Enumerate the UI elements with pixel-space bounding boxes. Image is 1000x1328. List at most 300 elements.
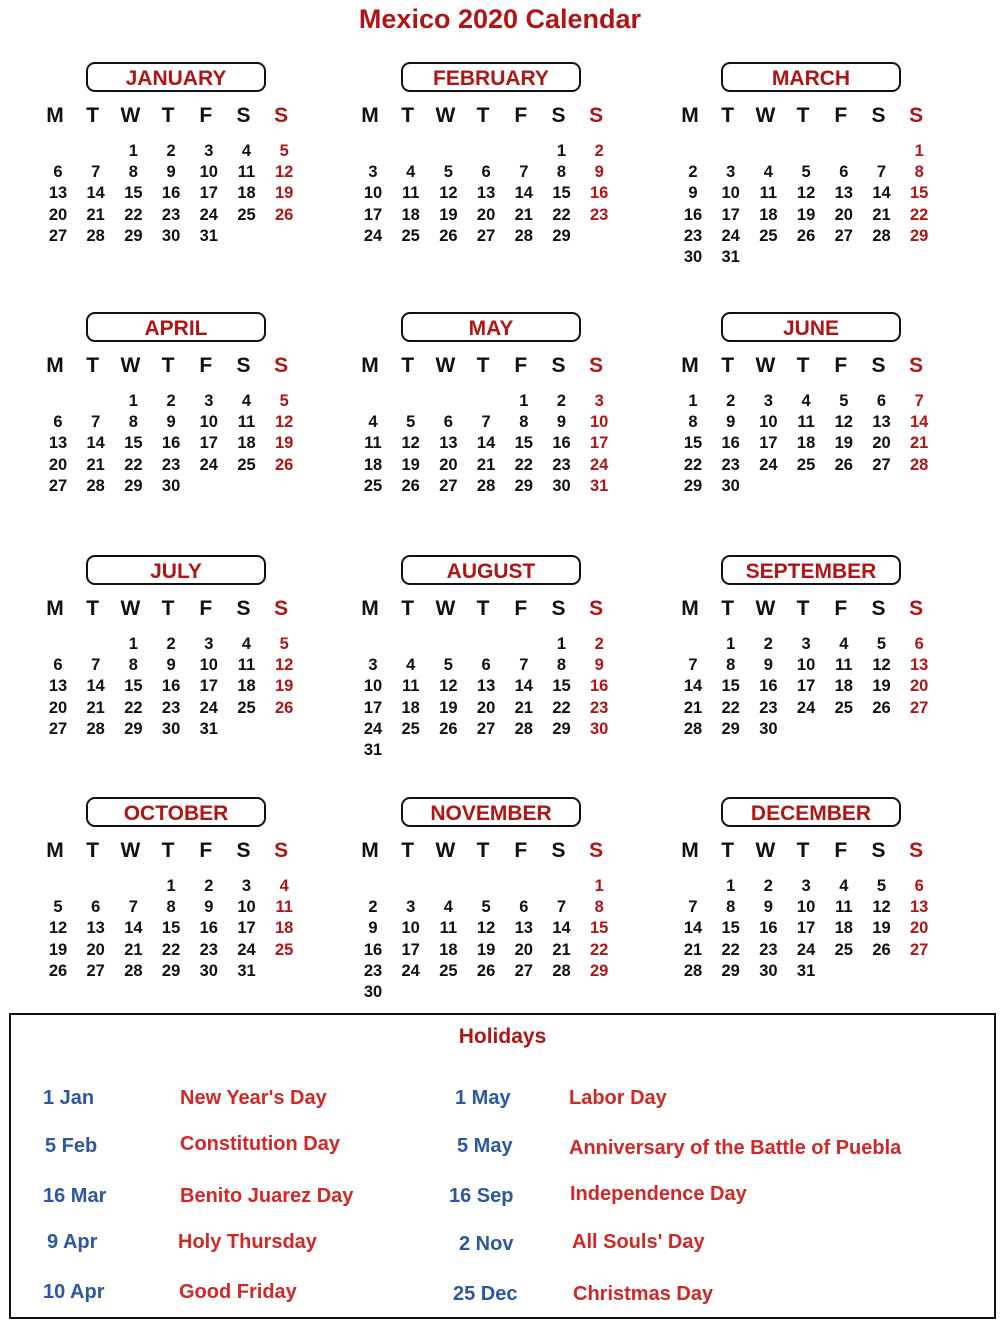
calendar-day: 19 [275, 184, 294, 203]
calendar-day: 21 [514, 698, 533, 717]
month-header: APRIL [86, 312, 266, 342]
weekday-label: F [834, 839, 848, 862]
calendar-day: 29 [910, 226, 929, 245]
holiday-name: All Souls' Day [572, 1231, 705, 1253]
calendar-day: 8 [726, 656, 736, 675]
calendar-day: 16 [590, 677, 609, 696]
month-header: JULY [86, 555, 266, 585]
weekday-label: S [551, 597, 566, 620]
calendar-day: 30 [759, 961, 778, 980]
weekday-label: T [721, 597, 735, 620]
calendar-day: 1 [556, 635, 567, 653]
calendar-day: 10 [363, 677, 383, 696]
calendar-day: 24 [199, 698, 218, 717]
calendar-day: 9 [763, 898, 773, 917]
month-header: MAY [401, 312, 581, 342]
month-header: OCTOBER [86, 797, 266, 827]
calendar-day: 21 [476, 455, 496, 474]
calendar-day: 8 [594, 898, 604, 917]
calendar-day: 25 [237, 205, 256, 224]
weekday-label: T [401, 839, 415, 862]
calendar-day: 18 [401, 205, 420, 224]
calendar-day: 23 [759, 698, 778, 717]
calendar-day: 30 [363, 983, 383, 1001]
calendar-day: 5 [279, 392, 289, 410]
calendar-day: 2 [166, 392, 176, 410]
weekday-label: S [871, 354, 886, 377]
weekday-label: S [236, 354, 251, 377]
calendar-day: 20 [514, 940, 533, 959]
calendar-day: 22 [721, 940, 740, 959]
holiday-date: 5 May [457, 1135, 513, 1157]
holiday-date: 10 Apr [43, 1281, 105, 1303]
calendar-day: 22 [590, 940, 609, 959]
calendar-day: 17 [199, 677, 218, 696]
calendar-day: 27 [439, 476, 458, 495]
calendar-day: 15 [721, 677, 740, 696]
weekday-label: S [871, 104, 886, 127]
holiday-date: 9 Apr [47, 1231, 98, 1253]
calendar-day: 27 [48, 476, 68, 495]
calendar-day: 12 [872, 898, 891, 917]
calendar-day: 16 [552, 434, 571, 453]
calendar-day: 21 [514, 205, 533, 224]
calendar-day: 16 [161, 434, 181, 453]
weekday-label: M [681, 104, 699, 127]
calendar-day: 4 [443, 898, 453, 917]
calendar-day: 25 [796, 455, 816, 474]
calendar-day: 20 [48, 698, 68, 717]
calendar-day: 7 [481, 413, 491, 432]
calendar-day: 28 [476, 476, 496, 495]
weekday-label: M [681, 597, 699, 620]
weekday-label: M [361, 354, 379, 377]
calendar-day: 23 [552, 455, 571, 474]
calendar-day: 19 [48, 940, 68, 959]
weekday-label: F [199, 354, 213, 377]
calendar-day: 10 [199, 163, 218, 182]
weekday-label: S [274, 839, 289, 862]
calendar-day: 31 [721, 248, 740, 266]
month-header: MARCH [721, 62, 901, 92]
holidays-panel [9, 1013, 996, 1319]
calendar-day: 11 [835, 898, 853, 917]
weekday-label: S [236, 104, 251, 127]
holiday-name: Christmas Day [573, 1283, 714, 1305]
calendar-day: 2 [166, 142, 176, 160]
calendar-day: 5 [53, 898, 63, 917]
weekday-label: F [514, 597, 528, 620]
weekday-label: W [120, 597, 141, 620]
weekday-label: M [46, 597, 64, 620]
calendar-day: 25 [834, 698, 853, 717]
calendar-day: 14 [86, 184, 105, 203]
weekday-label: S [871, 839, 886, 862]
calendar-day: 5 [443, 163, 453, 182]
calendar-day: 16 [759, 919, 778, 938]
calendar-day: 19 [275, 677, 294, 696]
calendar-day: 25 [275, 940, 294, 959]
calendar-day: 3 [204, 142, 214, 160]
calendar-day: 29 [124, 476, 143, 495]
calendar-day: 19 [796, 205, 816, 224]
calendar-day: 30 [199, 961, 218, 980]
calendar-day: 14 [552, 919, 571, 938]
month-march [675, 62, 935, 292]
weekday-label: T [161, 597, 175, 620]
calendar-day: 8 [519, 413, 529, 432]
calendar-day: 1 [726, 635, 736, 653]
calendar-day: 8 [726, 898, 736, 917]
holiday-date: 1 May [455, 1087, 511, 1109]
calendar-day: 4 [241, 635, 252, 653]
calendar-day: 18 [275, 919, 294, 938]
calendar-day: 30 [759, 719, 778, 738]
calendar-day: 9 [166, 163, 176, 182]
calendar-day: 7 [688, 656, 698, 675]
calendar-day: 3 [368, 163, 378, 182]
calendar-day: 23 [721, 455, 740, 474]
calendar-day: 22 [124, 205, 143, 224]
month-november [355, 797, 615, 1027]
calendar-day: 11 [439, 919, 458, 938]
calendar-day: 18 [759, 205, 778, 224]
weekday-label: T [161, 839, 175, 862]
calendar-day: 18 [237, 434, 256, 453]
calendar-day: 9 [204, 898, 214, 917]
calendar-day: 1 [914, 142, 924, 160]
calendar-day: 13 [872, 413, 891, 432]
calendar-day: 5 [443, 656, 453, 675]
calendar-day: 22 [683, 455, 703, 474]
calendar-day: 7 [688, 898, 698, 917]
calendar-day: 13 [48, 434, 68, 453]
calendar-day: 6 [53, 163, 63, 182]
calendar-day: 12 [476, 919, 496, 938]
calendar-day: 24 [199, 205, 218, 224]
month-july [40, 555, 300, 785]
calendar-day: 14 [124, 919, 143, 938]
holiday-name: Holy Thursday [178, 1231, 317, 1253]
calendar-day: 14 [872, 184, 891, 203]
calendar-day: 3 [204, 392, 214, 410]
calendar-day: 4 [368, 413, 378, 432]
calendar-day: 24 [199, 455, 218, 474]
calendar-day: 26 [439, 226, 458, 245]
calendar-day: 9 [556, 413, 567, 432]
calendar-day: 4 [763, 163, 773, 182]
calendar-day: 27 [48, 719, 68, 738]
calendar-day: 8 [556, 656, 567, 675]
weekday-label: M [46, 354, 64, 377]
calendar-day: 25 [834, 940, 853, 959]
month-header: JUNE [721, 312, 901, 342]
weekday-label: M [681, 839, 699, 862]
calendar-day: 20 [476, 205, 496, 224]
calendar-day: 12 [872, 656, 891, 675]
calendar-day: 16 [683, 205, 703, 224]
calendar-day: 19 [439, 205, 458, 224]
calendar-day: 26 [48, 961, 68, 980]
weekday-label: T [161, 354, 175, 377]
month-header: JANUARY [86, 62, 266, 92]
calendar-day: 17 [590, 434, 609, 453]
calendar-day: 3 [241, 877, 252, 895]
calendar-day: 13 [514, 919, 533, 938]
calendar-day: 27 [834, 226, 853, 245]
calendar-day: 24 [721, 226, 740, 245]
calendar-day: 1 [519, 392, 529, 410]
calendar-day: 7 [91, 163, 101, 182]
calendar-day: 10 [796, 898, 816, 917]
calendar-day: 9 [368, 919, 378, 938]
calendar-day: 4 [241, 392, 252, 410]
calendar-day: 11 [797, 413, 815, 432]
weekday-label: M [46, 104, 64, 127]
calendar-day: 7 [91, 656, 101, 675]
calendar-day: 27 [48, 226, 68, 245]
calendar-day: 31 [237, 961, 256, 980]
weekday-label: T [796, 104, 810, 127]
calendar-day: 23 [590, 205, 609, 224]
calendar-day: 3 [406, 898, 416, 917]
weekday-label: F [834, 354, 848, 377]
calendar-day: 1 [688, 392, 698, 410]
calendar-day: 31 [590, 476, 609, 495]
holiday-name: Anniversary of the Battle of Puebla [569, 1137, 902, 1159]
calendar-day: 4 [406, 656, 416, 675]
calendar-day: 4 [839, 635, 849, 653]
weekday-label: T [401, 354, 415, 377]
calendar-day: 15 [161, 919, 181, 938]
calendar-day: 14 [683, 919, 703, 938]
calendar-day: 11 [237, 413, 256, 432]
weekday-label: F [834, 104, 848, 127]
calendar-day: 21 [552, 940, 571, 959]
calendar-day: 20 [48, 455, 68, 474]
weekday-label: S [909, 597, 924, 620]
month-january [40, 62, 300, 292]
calendar-day: 15 [590, 919, 609, 938]
weekday-label: T [721, 839, 735, 862]
calendar-day: 13 [910, 898, 929, 917]
weekday-label: W [435, 839, 456, 862]
calendar-day: 11 [401, 184, 420, 203]
calendar-day: 30 [590, 719, 609, 738]
calendar-day: 5 [481, 898, 491, 917]
calendar-day: 13 [834, 184, 853, 203]
calendar-day: 4 [801, 392, 811, 410]
calendar-day: 10 [796, 656, 816, 675]
calendar-day: 30 [161, 476, 181, 495]
calendar-day: 6 [443, 413, 453, 432]
calendar-day: 5 [279, 635, 289, 653]
calendar-day: 24 [363, 226, 383, 245]
calendar-day: 3 [801, 635, 811, 653]
calendar-day: 6 [914, 635, 924, 653]
calendar-day: 26 [476, 961, 496, 980]
calendar-day: 2 [726, 392, 736, 410]
page-title: Mexico 2020 Calendar [358, 4, 642, 34]
calendar-day: 12 [275, 413, 294, 432]
calendar-day: 20 [910, 919, 929, 938]
calendar-day: 20 [439, 455, 458, 474]
weekday-label: F [514, 839, 528, 862]
calendar-day: 1 [594, 877, 604, 895]
calendar-day: 16 [161, 677, 181, 696]
calendar-day: 28 [514, 719, 533, 738]
calendar-day: 5 [801, 163, 811, 182]
calendar-day: 15 [124, 677, 143, 696]
calendar-day: 13 [48, 677, 68, 696]
calendar-day: 31 [199, 226, 218, 245]
calendar-day: 17 [199, 184, 218, 203]
calendar-day: 23 [683, 226, 703, 245]
calendar-day: 1 [128, 635, 138, 653]
weekday-label: W [120, 839, 141, 862]
calendar-day: 22 [552, 698, 571, 717]
month-header: FEBRUARY [401, 62, 581, 92]
calendar-day: 1 [556, 142, 567, 160]
calendar-day: 4 [406, 163, 416, 182]
calendar-day: 6 [481, 163, 491, 182]
weekday-label: M [361, 597, 379, 620]
calendar-day: 13 [910, 656, 929, 675]
calendar-day: 18 [401, 698, 420, 717]
calendar-day: 13 [48, 184, 68, 203]
calendar-day: 2 [368, 898, 378, 917]
calendar-day: 12 [48, 919, 68, 938]
holiday-date: 16 Sep [449, 1185, 514, 1207]
weekday-label: S [589, 354, 604, 377]
calendar-day: 27 [476, 226, 496, 245]
calendar-day: 19 [834, 434, 853, 453]
calendar-day: 11 [759, 184, 778, 203]
weekday-label: S [274, 597, 289, 620]
calendar-day: 2 [594, 142, 604, 160]
calendar-day: 7 [876, 163, 887, 182]
weekday-label: T [401, 104, 415, 127]
calendar-day: 3 [594, 392, 604, 410]
calendar-day: 16 [199, 919, 218, 938]
calendar-day: 10 [721, 184, 740, 203]
calendar-day: 13 [86, 919, 105, 938]
calendar-day: 10 [590, 413, 609, 432]
calendar-day: 22 [124, 455, 143, 474]
calendar-day: 29 [552, 719, 571, 738]
holiday-name: Benito Juarez Day [180, 1185, 354, 1207]
calendar-day: 2 [688, 163, 698, 182]
month-header: NOVEMBER [401, 797, 581, 827]
calendar-day: 6 [839, 163, 849, 182]
calendar-day: 17 [796, 677, 816, 696]
calendar-day: 10 [363, 184, 383, 203]
weekday-label: T [721, 104, 735, 127]
calendar-day: 10 [199, 413, 218, 432]
calendar-day: 25 [401, 226, 420, 245]
calendar-day: 27 [872, 455, 891, 474]
calendar-day: 8 [128, 163, 138, 182]
weekday-label: S [589, 839, 604, 862]
calendar-day: 21 [86, 698, 105, 717]
calendar-day: 26 [872, 940, 891, 959]
calendar-day: 26 [834, 455, 853, 474]
calendar-day: 16 [161, 184, 181, 203]
calendar-day: 27 [86, 961, 105, 980]
calendar-day: 23 [759, 940, 778, 959]
calendar-day: 15 [552, 184, 571, 203]
holiday-date: 2 Nov [459, 1233, 514, 1255]
calendar-day: 25 [439, 961, 458, 980]
calendar-day: 15 [514, 434, 533, 453]
calendar-day: 6 [481, 656, 491, 675]
calendar-day: 28 [86, 719, 105, 738]
calendar-day: 26 [872, 698, 891, 717]
weekday-label: W [435, 597, 456, 620]
calendar-day: 17 [759, 434, 778, 453]
calendar-day: 11 [237, 163, 256, 182]
calendar-day: 28 [683, 719, 703, 738]
calendar-day: 29 [514, 476, 533, 495]
calendar-day: 25 [237, 698, 256, 717]
calendar-day: 15 [683, 434, 703, 453]
calendar-day: 19 [275, 434, 294, 453]
calendar-day: 28 [683, 961, 703, 980]
calendar-day: 7 [519, 163, 529, 182]
weekday-label: T [476, 104, 490, 127]
calendar-day: 6 [519, 898, 529, 917]
month-august [355, 555, 615, 785]
calendar-day: 2 [763, 877, 773, 895]
month-december [675, 797, 935, 1027]
calendar-day: 17 [199, 434, 218, 453]
calendar-day: 21 [683, 940, 703, 959]
calendar-day: 25 [237, 455, 256, 474]
weekday-label: W [120, 104, 141, 127]
calendar-day: 8 [128, 413, 138, 432]
calendar-day: 17 [796, 919, 816, 938]
calendar-day: 14 [514, 677, 533, 696]
calendar-day: 23 [363, 961, 383, 980]
calendar-day: 15 [552, 677, 571, 696]
month-header: AUGUST [401, 555, 581, 585]
calendar-day: 9 [166, 656, 176, 675]
holiday-name: New Year's Day [180, 1087, 327, 1109]
calendar-day: 8 [914, 163, 924, 182]
calendar-day: 31 [363, 741, 383, 759]
calendar-day: 30 [721, 476, 740, 495]
calendar-day: 27 [910, 698, 929, 717]
month-september [675, 555, 935, 785]
weekday-label: T [86, 597, 100, 620]
calendar-day: 20 [476, 698, 496, 717]
weekday-label: T [476, 597, 490, 620]
calendar-day: 30 [683, 248, 703, 266]
calendar-day: 18 [237, 677, 256, 696]
calendar-day: 12 [275, 656, 294, 675]
calendar-day: 21 [86, 205, 105, 224]
calendar-day: 3 [763, 392, 773, 410]
weekday-label: S [909, 104, 924, 127]
calendar-day: 10 [199, 656, 218, 675]
calendar-day: 17 [401, 940, 420, 959]
calendar-day: 26 [275, 205, 294, 224]
calendar-day: 14 [476, 434, 496, 453]
calendar-day: 15 [124, 434, 143, 453]
month-february [355, 62, 615, 292]
weekday-label: T [796, 839, 810, 862]
calendar-day: 12 [401, 434, 420, 453]
